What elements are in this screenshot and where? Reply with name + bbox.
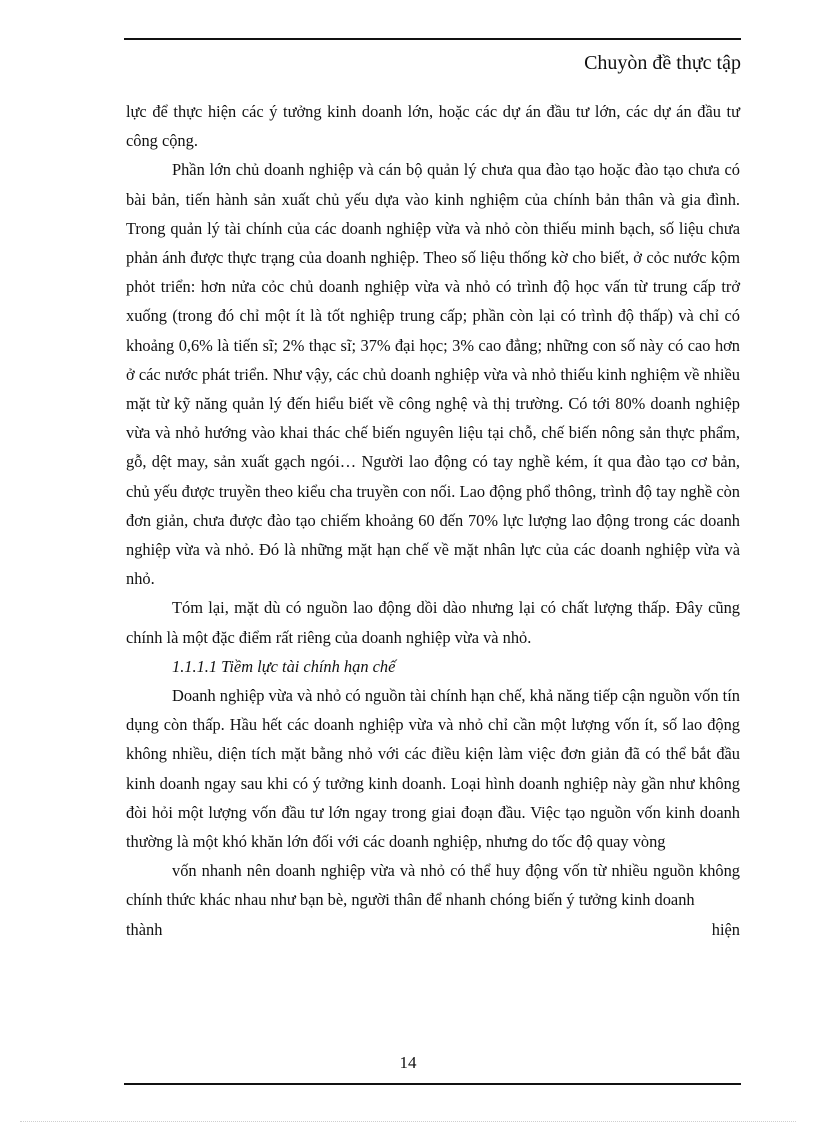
paragraph-continuation: lực để thực hiện các ý tưởng kinh doanh lớn, hoặc các dự án đầu tư lớn, các dự án đầu tư công cộng. — [126, 102, 740, 151]
paragraph-last-line — [126, 915, 740, 944]
document-body — [126, 97, 740, 944]
page-number: 14 — [399, 1053, 417, 1072]
paragraph: Doanh nghiệp vừa và nhỏ có nguồn tài chính hạn chế, khả năng tiếp cận nguồn vốn tín dụng còn thấp. Hầu hết các doanh nghiệp vừa và nhỏ chỉ cần một lượng vốn ít, số lao động không nhiều, diện tích mặt bằng nhỏ với các điều kiện làm việc đơn giản đã có thể bắt đầu kinh doanh ngay sau khi có ý tưởng kinh doanh. Loại hình doanh nghiệp này gần như không đòi hỏi một lượng vốn đầu tư lớn ngay trong giai đoạn đầu. Việc tạo nguồn vốn kinh doanh thường là một khó khăn lớn đối với các doanh nghiệp, nhưng do tốc độ quay vòng — [126, 686, 740, 852]
paragraph: vốn nhanh nên doanh nghiệp vừa và nhỏ có thể huy động vốn từ nhiều nguồn không chính thức khác nhau như bạn bè, người thân để nhanh chóng biến ý tưởng kinh doanh — [126, 861, 740, 910]
footer-rule — [124, 1083, 741, 1085]
paragraph: Tóm lại, mặt dù có nguồn lao động dồi dào nhưng lại có chất lượng thấp. Đây cũng chính là một đặc điểm rất riêng của doanh nghiệp vừa và nhỏ. — [126, 598, 740, 647]
section-heading: 1.1.1.1 Tiềm lực tài chính hạn chế — [172, 656, 396, 676]
paragraph: Phần lớn chủ doanh nghiệp và cán bộ quản lý chưa qua đào tạo hoặc đào tạo chưa có bài bản, tiến hành sản xuất chủ yếu dựa vào kinh nghiệm của chính bản thân và gia đình. Trong quản lý tài chính của các doanh nghiệp vừa và nhỏ còn thiếu minh bạch, số liệu chưa phản ánh được thực trạng của doanh nghiệp. Theo số liệu thống kờ cho biết, ở cỏc nước kộm phỏt triển: hơn nửa cỏc chủ doanh nghiệp vừa và nhỏ có trình độ học vấn từ trung cấp trở xuống (trong đó chỉ một ít là tốt nghiệp trung cấp; phần còn lại có trình độ thấp) và chỉ có khoảng 0,6% là tiến sĩ; 2% thạc sĩ; 37% đại học; 3% cao đẳng; những con số này có cao hơn ở các nước phát triển. Như vậy, các chủ doanh nghiệp vừa và nhỏ thiếu kinh nghiệm về nhiều mặt từ kỹ năng quản lý đến hiểu biết về công nghệ và thị trường. Có tới 80% doanh nghiệp vừa và nhỏ hướng vào khai thác chế biến nguyên liệu tại chỗ, chế biến nông sản thực phẩm, gỗ, dệt may, sản xuất gạch ngói… Người lao động có tay nghề kém, ít qua đào tạo cơ bản, chủ yếu được truyền theo kiểu cha truyền con nối. Lao động phổ thông, trình độ tay nghề còn đơn giản, chưa được đào tạo chiếm khoảng 60 đến 70% lực lượng lao động trong các doanh nghiệp vừa và nhỏ. Đó là những mặt hạn chế về mặt nhân lực của các doanh nghiệp vừa và nhỏ. — [126, 160, 740, 589]
header-rule — [124, 38, 741, 40]
page-header: Chuyòn đề thực tập — [584, 52, 741, 74]
last-line-right-word: hiện — [711, 919, 740, 939]
last-line-left-word: thành — [126, 919, 163, 939]
page-edge-divider — [20, 1121, 796, 1122]
